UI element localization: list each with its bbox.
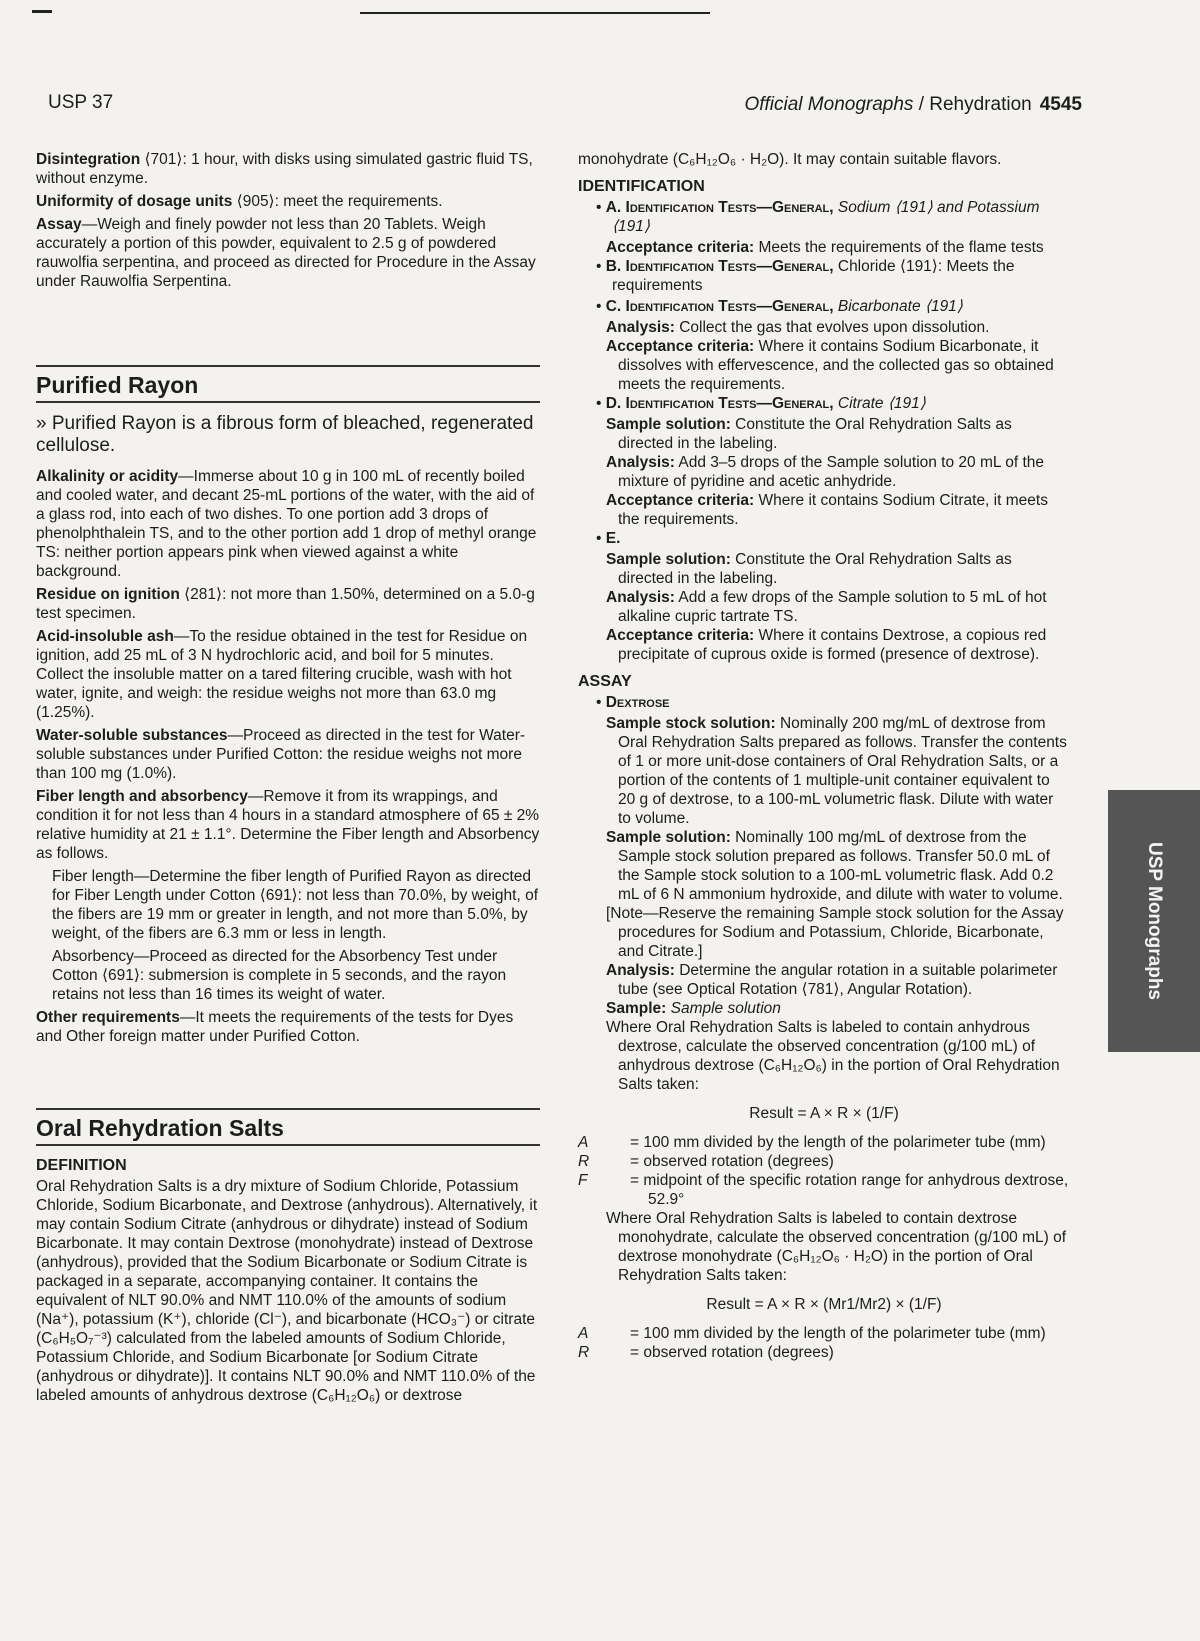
result-formula-1: Result = A × R × (1/F)	[749, 1105, 899, 1122]
id-a-text: Sodium ⟨191⟩ and Potassium ⟨191⟩	[612, 199, 1040, 235]
id-d-an-label: Analysis:	[606, 454, 675, 471]
def-row	[578, 1133, 1070, 1152]
page-number: 4545	[1039, 94, 1082, 115]
sss-label: Sample stock solution:	[606, 715, 776, 732]
left-column	[36, 150, 540, 1409]
id-d-ac-label: Acceptance criteria:	[606, 492, 755, 509]
assay-heading: ASSAY	[578, 673, 632, 690]
ss-label: Sample solution:	[606, 829, 731, 846]
id-e-sample	[578, 550, 1070, 588]
def-symbol: R	[578, 1153, 590, 1170]
residue-para	[36, 585, 540, 623]
fiber-label: Fiber length and absorbency	[36, 788, 248, 805]
id-a-label: A. Identification Tests—General,	[605, 199, 834, 216]
acid-text: —To the residue obtained in the test for Residue on ignition, add 25 mL of 3 N hydrochloric acid, and boil for 5 minutes. Collect the insoluble matter on a tared filtering crucible, wash with hot water, ignite, and weigh: the residue weighs not more than 63.0 mg (1.25%).	[36, 628, 528, 721]
sss-text: Nominally 200 mg/mL of dextrose from Oral Rehydration Salts prepared as follows. Transfer the contents of 1 or more unit-dose containers of Oral Rehydration Salts, or a portion of the contents of 1 multiple-unit container equivalent to 20 g of dextrose, to a 100-mL volumetric flask. Dilute with water to volume.	[618, 715, 1067, 827]
top-rule-left	[32, 10, 52, 13]
id-d-analysis	[578, 453, 1070, 491]
acid-para	[36, 627, 540, 722]
continued-text: monohydrate (C₆H₁₂O₆ · H₂O). It may contain suitable flavors.	[578, 151, 1002, 168]
id-d-acceptance	[578, 491, 1070, 529]
water-para	[36, 726, 540, 783]
sample-solution-para	[578, 828, 1070, 904]
id-d-ss-text: Constitute the Oral Rehydration Salts as directed in the labeling.	[618, 416, 1012, 452]
id-e-acceptance	[578, 626, 1070, 664]
dextrose-item: • Dextrose	[596, 694, 670, 711]
other-text: —It meets the requirements of the tests for Dyes and Other foreign matter under Purified Cotton.	[36, 1009, 514, 1045]
id-a-acceptance	[578, 238, 1070, 257]
id-e-ac-label: Acceptance criteria:	[606, 627, 755, 644]
sample-label: Sample:	[606, 1000, 667, 1017]
sample-text: Sample solution	[666, 1000, 781, 1017]
ss-text: Nominally 100 mg/mL of dextrose from the Sample stock solution prepared as follows. Transfer 50.0 mL of the Sample stock solution to a 100-mL volumetric flask. Add 0.2 mL of 6 N ammonium hydroxide, and dilute with water to volume.	[618, 829, 1063, 903]
id-a: • A. Identification Tests—General, Sodium ⟨191⟩ and Potassium ⟨191⟩	[596, 199, 1040, 235]
analysis-para	[578, 961, 1070, 999]
alkalinity-text: —Immerse about 10 g in 100 mL of recently boiled and cooled water, and decant 25-mL portions of the water, with the aid of a glass rod, into each of two dishes. To one portion add 3 drops of phenolphthalein TS, and to the other portion add 1 drop of methyl orange TS: neither portion appears pink when viewed against a white background.	[36, 468, 537, 580]
def-text: = 100 mm divided by the length of the polarimeter tube (mm)	[630, 1134, 1046, 1151]
assay-para	[36, 215, 540, 291]
disintegration-label: Disintegration	[36, 151, 141, 168]
def-text: = midpoint of the specific rotation range for anhydrous dextrose, 52.9°	[630, 1172, 1069, 1208]
id-c-acceptance	[578, 337, 1070, 394]
residue-text: ⟨281⟩: not more than 1.50%, determined on a 5.0-g test specimen.	[36, 586, 535, 622]
definition-heading: DEFINITION	[36, 1157, 127, 1174]
id-b-label: B. Identification Tests—General,	[605, 258, 834, 275]
id-c-ac-text: Where it contains Sodium Bicarbonate, it dissolves with effervescence, and the collected gas so obtained meets the requirements.	[618, 338, 1054, 393]
id-e-ss-text: Constitute the Oral Rehydration Salts as directed in the labeling.	[618, 551, 1012, 587]
where1-para: Where Oral Rehydration Salts is labeled to contain anhydrous dextrose, calculate the observed concentration (g/100 mL) of anhydrous dextrose (C₆H₁₂O₆) in the portion of Oral Rehydration Salts taken:	[606, 1019, 1060, 1093]
fiber-text: —Remove it from its wrappings, and condition it for not less than 4 hours in a standard atmosphere of 65 ± 2% relative humidity at 21 ± 1.1°. Determine the Fiber length and Absorbency as follows.	[36, 788, 540, 862]
alkalinity-label: Alkalinity or acidity	[36, 468, 179, 485]
dextrose-label: Dextrose	[605, 694, 670, 711]
id-d-text: Citrate ⟨191⟩	[833, 395, 926, 412]
def-text: = 100 mm divided by the length of the polarimeter tube (mm)	[630, 1325, 1046, 1342]
id-c-an-text: Collect the gas that evolves upon dissolution.	[674, 319, 990, 336]
id-d-label: D. Identification Tests—General,	[605, 395, 834, 412]
def-row	[578, 1171, 1070, 1209]
id-e-ac-text: Where it contains Dextrose, a copious red precipitate of cuprous oxide is formed (presence of dextrose).	[618, 627, 1047, 663]
id-c-analysis	[578, 318, 1070, 337]
uniformity-para	[36, 192, 540, 211]
acid-label: Acid-insoluble ash	[36, 628, 174, 645]
def-text: = observed rotation (degrees)	[630, 1344, 834, 1361]
id-b: • B. Identification Tests—General, Chloride ⟨191⟩: Meets the requirements	[596, 258, 1015, 294]
def-row	[578, 1152, 1070, 1171]
spacer	[36, 295, 540, 365]
alkalinity-para	[36, 467, 540, 581]
id-c-ac-label: Acceptance criteria:	[606, 338, 755, 355]
def-row	[578, 1343, 1070, 1362]
result-formula-2: Result = A × R × (Mr1/Mr2) × (1/F)	[706, 1296, 942, 1313]
analysis-text: Determine the angular rotation in a suitable polarimeter tube (see Optical Rotation ⟨781⟩, Angular Rotation).	[618, 962, 1058, 998]
fiber-para	[36, 787, 540, 863]
running-head-section: / Rehydration	[913, 94, 1032, 115]
section-thumb-tab	[1108, 790, 1200, 1052]
id-d-ss-label: Sample solution:	[606, 416, 731, 433]
top-rule	[360, 12, 710, 14]
rayon-lead: » Purified Rayon is a fibrous form of bleached, regenerated cellulose.	[36, 413, 534, 456]
id-e-label: E.	[605, 530, 621, 547]
uniformity-text: ⟨905⟩: meet the requirements.	[232, 193, 443, 210]
definitions-1	[578, 1133, 1070, 1209]
def-symbol: A	[578, 1134, 589, 1151]
right-column	[578, 150, 1070, 1362]
id-e-an-label: Analysis:	[606, 589, 675, 606]
sample-para	[578, 999, 1070, 1018]
id-d-ac-text: Where it contains Sodium Citrate, it meets the requirements.	[618, 492, 1048, 528]
analysis-label: Analysis:	[606, 962, 675, 979]
note-para: [Note—Reserve the remaining Sample stock solution for the Assay procedures for Sodium and Potassium, Chloride, Bicarbonate, and Citrate.]	[606, 905, 1064, 960]
assay-label: Assay	[36, 216, 82, 233]
id-b-text: Chloride ⟨191⟩: Meets the requirements	[612, 258, 1015, 294]
monograph-title-ors: Oral Rehydration Salts	[36, 1108, 540, 1146]
id-c-an-label: Analysis:	[606, 319, 675, 336]
id-e: • E.	[596, 530, 621, 547]
id-c: • C. Identification Tests—General, Bicarbonate ⟨191⟩	[596, 298, 963, 315]
water-label: Water-soluble substances	[36, 727, 228, 744]
id-e-analysis	[578, 588, 1070, 626]
uniformity-label: Uniformity of dosage units	[36, 193, 233, 210]
id-e-an-text: Add a few drops of the Sample solution to 5 mL of hot alkaline cupric tartrate TS.	[618, 589, 1047, 625]
assay-text: —Weigh and finely powder not less than 20 Tablets. Weigh accurately a portion of this powder, equivalent to 2.5 g of powdered rauwolfia serpentina, and proceed as directed for Procedure in the Assay under Rauwolfia Serpentina.	[36, 216, 536, 290]
disintegration-text: ⟨701⟩: 1 hour, with disks using simulated gastric fluid TS, without enzyme.	[36, 151, 533, 187]
running-head-left: USP 37	[48, 92, 114, 113]
water-text: —Proceed as directed in the test for Water-soluble substances under Purified Cotton: the residue weighs not more than 100 mg (1.0%).	[36, 727, 526, 782]
identification-heading: IDENTIFICATION	[578, 178, 705, 195]
def-row	[578, 1324, 1070, 1343]
id-d-an-text: Add 3–5 drops of the Sample solution to 20 mL of the mixture of pyridine and acetic anhydride.	[618, 454, 1045, 490]
running-head-italic: Official Monographs	[744, 94, 914, 115]
absorbency-para: Absorbency—Proceed as directed for the Absorbency Test under Cotton ⟨691⟩: submersion is complete in 5 seconds, and the rayon retains not less than 16 times its weight of water.	[52, 948, 507, 1003]
residue-label: Residue on ignition	[36, 586, 180, 603]
other-label: Other requirements	[36, 1009, 180, 1026]
id-c-text: Bicarbonate ⟨191⟩	[833, 298, 963, 315]
other-para	[36, 1008, 540, 1046]
id-d: • D. Identification Tests—General, Citrate ⟨191⟩	[596, 395, 926, 412]
where2-para: Where Oral Rehydration Salts is labeled to contain dextrose monohydrate, calculate the observed concentration (g/100 mL) of dextrose monohydrate (C₆H₁₂O₆ · H₂O) in the portion of Oral Rehydration Salts taken:	[606, 1210, 1067, 1284]
id-e-ss-label: Sample solution:	[606, 551, 731, 568]
id-d-sample	[578, 415, 1070, 453]
id-a-ac-label: Acceptance criteria:	[606, 239, 755, 256]
def-symbol: R	[578, 1344, 590, 1361]
definition-text: Oral Rehydration Salts is a dry mixture of Sodium Chloride, Potassium Chloride, Sodium Bicarbonate, and Dextrose (anhydrous). Alternatively, it may contain Sodium Citrate (anhydrous or dihydrate) instead of Sodium Bicarbonate. It may contain Dextrose (monohydrate) instead of Dextrose (anhydrous), provided that the Sodium Bicarbonate or Sodium Citrate is packaged in a separate, accompanying container. It contains the equivalent of NLT 90.0% and NMT 110.0% of the amounts of sodium (Na⁺), potassium (K⁺), chloride (Cl⁻), and bicarbonate (HCO₃⁻) or citrate (C₆H₅O₇⁻³) calculated from the labeled amounts of Sodium Chloride, Potassium Chloride, and Sodium Bicarbonate [or Sodium Citrate (anhydrous or dihydrate)]. It contains NLT 90.0% and NMT 110.0% of the labeled amounts of anhydrous dextrose (C₆H₁₂O₆) or dextrose	[36, 1178, 538, 1404]
spacer	[36, 1050, 540, 1108]
id-a-ac-text: Meets the requirements of the flame tests	[754, 239, 1044, 256]
def-symbol: F	[578, 1172, 588, 1189]
def-text: = observed rotation (degrees)	[630, 1153, 834, 1170]
side-tab-label: USP Monographs	[1144, 842, 1165, 1000]
disintegration-para	[36, 150, 540, 188]
fiber-length-para: Fiber length—Determine the fiber length of Purified Rayon as directed for Fiber Length under Cotton ⟨691⟩: not less than 70.0%, by weight, of the fibers are 19 mm or greater in length, and not more than 5.0%, by weight, of the fibers are 6.3 mm or less in length.	[52, 868, 539, 942]
id-c-label: C. Identification Tests—General,	[605, 298, 834, 315]
running-head-right	[744, 94, 1082, 116]
def-symbol: A	[578, 1325, 589, 1342]
definitions-2	[578, 1324, 1070, 1362]
sample-stock-para	[578, 714, 1070, 828]
monograph-title-rayon: Purified Rayon	[36, 365, 540, 403]
